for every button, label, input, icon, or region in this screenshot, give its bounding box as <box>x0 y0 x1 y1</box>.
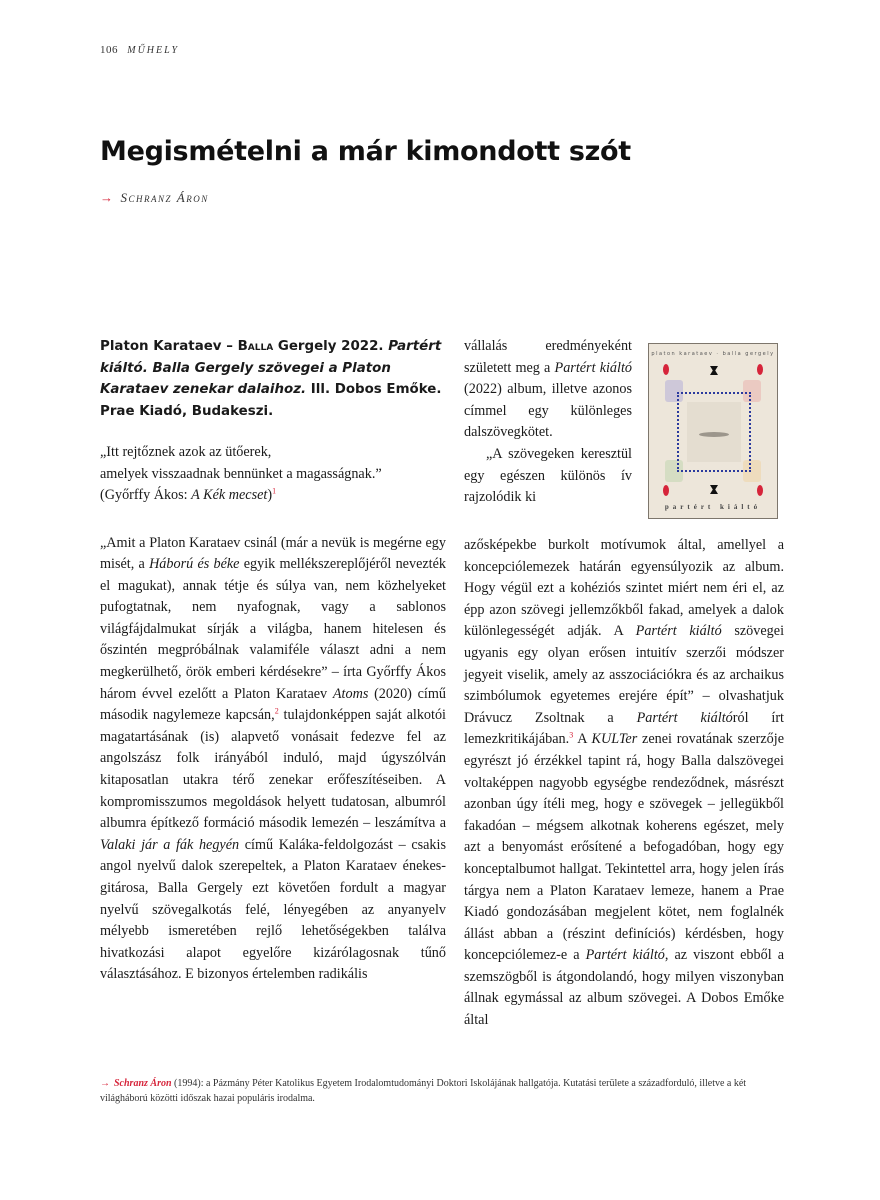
body-paragraph: „A szövegeken keresztül egy egészen különös ív rajzolódik ki <box>464 445 632 506</box>
biblio-title: Partért kiáltó. Balla Gergely szövegei a Platon Karataev zenekar dalaihoz. <box>100 339 442 397</box>
body-italic: KULTer <box>591 731 638 748</box>
body-italic: Partért kiáltó <box>636 709 733 726</box>
body-text: (2020) című második nagylemeze kapcsán, <box>100 685 447 724</box>
album-cover-image <box>648 343 778 519</box>
biblio-text: Gergely 2022. <box>273 339 389 354</box>
byline <box>100 190 209 206</box>
right-column <box>464 535 784 1032</box>
body-paragraph <box>464 336 632 444</box>
biblio-author: Balla <box>237 339 274 354</box>
boat-icon <box>699 432 729 437</box>
motto-source <box>100 485 446 507</box>
bibliographic-entry <box>100 336 446 422</box>
section-name: MŰHELY <box>127 45 180 56</box>
body-paragraph <box>464 535 784 1032</box>
body-text: tulajdonképpen saját alkotói magatartásának (is) alapvető vonásait fedezve fel az angolszász folk irányából induló, majd úgyszólván kitaposatlan utakra térő zenekar erőfeszítéseiben. A kompromisszumos megoldások helyett tudatosan, albumról albumra építkező formáció második lemezén – leszámítva a <box>100 707 446 832</box>
body-text: , az viszont ebből a szemszögből is átgondolandó, hogy milyen viszonyban állnak egymással az album szövegei. A Dobos Emőke által <box>464 947 784 1029</box>
motto-line: amelyek visszaadnak bennünket a magasságnak.” <box>100 465 382 482</box>
author-note-name: Schranz Áron <box>114 1078 172 1089</box>
footnote-ref[interactable]: 2 <box>274 706 279 716</box>
motto-source-text: ) <box>267 487 273 503</box>
right-column-top <box>464 336 632 509</box>
red-ornament-icon <box>663 485 669 496</box>
body-text: azősképekbe burkolt motívumok által, amellyel a koncepciólemezek határán egyensúlyozik az album. Hogy végül ezt a kohéziós szintet miért nem éri el, az épp azon szövegi jellemzőkből fakad, amelyek a dalok különlegességét adják. A <box>464 537 784 640</box>
body-italic: Atoms <box>332 685 369 702</box>
hourglass-icon <box>710 485 718 494</box>
body-text: egyik mellékszereplőjéről nevezték el magukat), annak tétje és súlya van, nem közhelyeket pufogtatnak, nem nyafognak, vagy a sablonos világfájdalmukat sírják a világba, hanem hitelesen és őszintén megpróbálnak valamiféle választ adni a nem megkerülhető, örök emberi kérdésekre” – írta Győrffy Ákos három évvel ezelőtt a Platon Karataev <box>100 556 446 702</box>
left-column <box>100 336 446 986</box>
footnote-ref[interactable]: 1 <box>272 486 277 496</box>
body-text: vállalás eredményeként született meg a <box>464 338 632 376</box>
biblio-text: Platon Karataev – <box>100 339 238 354</box>
arrow-icon: → <box>100 190 115 205</box>
body-text: „Amit a Platon Karataev csinál (már a nevük is megérne egy misét, a <box>100 534 446 573</box>
body-italic: Háború és béke <box>149 556 240 573</box>
body-text: ról írt lemezkritikájában. <box>464 709 784 748</box>
motto-source-title: A Kék mecset <box>191 487 268 503</box>
arrow-icon: → <box>100 1078 110 1089</box>
author-note-text: (1994): a Pázmány Péter Katolikus Egyetem Irodalomtudományi Doktori Iskolájának hallgatója. Kutatási területe a századforduló, illetve a két világháború közötti időszak hazai populáris irodalma. <box>100 1078 747 1104</box>
body-text: szövegei ugyanis egy olyan erősen intuitív szerzői módszer jegyeit viselik, amely az asszociációkra és az archaikus szimbólumok egyetemes erejére épít” – olvashatjuk Drávucz Zsoltnak a <box>464 623 785 726</box>
cover-bottom-text: partért kiáltó <box>664 503 762 511</box>
red-ornament-icon <box>757 364 763 375</box>
body-text: (2022) album, illetve azonos címmel egy különleges dalszövegkötet. <box>464 381 632 441</box>
motto <box>100 442 446 507</box>
body-paragraph <box>100 533 446 986</box>
page-number: 106 <box>100 44 118 56</box>
body-italic: Partért kiáltó <box>554 359 632 376</box>
author-note <box>100 1076 790 1106</box>
cover-top-text: platon karataev · balla gergely <box>651 351 775 357</box>
red-ornament-icon <box>757 485 763 496</box>
biblio-text: Ill. Dobos Emőke. Prae Kiadó, Budakeszi. <box>100 382 442 419</box>
author-name: Schranz Áron <box>120 190 209 205</box>
hourglass-icon <box>710 366 718 375</box>
body-text: zenei rovatának szerzője egyrészt jó érzékkel tapint rá, hogy Balla dalszövegei voltaképpen nagyobb egységbe rendeződnek, másrészt azonban úgy ítéli meg, hogy e szövegek – jellegükből fakadóan – mégsem alkotnak koherens egészet, mely azt a benyomást erősítené a befogadóban, hogy egy konceptalbumot hallgat. Tekintettel arra, hogy jelen írás tárgya nem a Platon Karataev lemeze, hanem a Prae Kiadó gondozásában megjelent kötet, nem foglalnék állást abban a (részint definíciós) kérdésben, hogy koncepciólemez-e a <box>464 731 784 964</box>
motto-source-text: (Győrffy Ákos: <box>100 487 192 503</box>
body-italic: Partért kiáltó <box>585 947 665 964</box>
body-text: A <box>573 731 592 748</box>
red-ornament-icon <box>663 364 669 375</box>
body-italic: Valaki jár a fák hegyén <box>100 836 240 853</box>
article-title: Megismételni a már kimondott szót <box>100 136 631 167</box>
body-italic: Partért kiáltó <box>635 623 722 640</box>
footnote-ref[interactable]: 3 <box>569 730 574 740</box>
motto-line: „Itt rejtőznek azok az ütőerek, <box>100 444 272 460</box>
running-head <box>100 44 179 56</box>
body-text: című Kaláka-feldolgozást – csakis angol nyelvű dalok szerepeltek, a Platon Karataev énekes-gitárosa, Balla Gergely ezt követően fordult a magyar nyelvű szövegalkotás felé, lényegében az anyanyelv mélyebb ismeretében rejlő lehetőségekben találva hivatkozási alapot egyelőre kizárólagosnak tűnő választásához. E bizonyos értelemben radikális <box>100 836 446 983</box>
